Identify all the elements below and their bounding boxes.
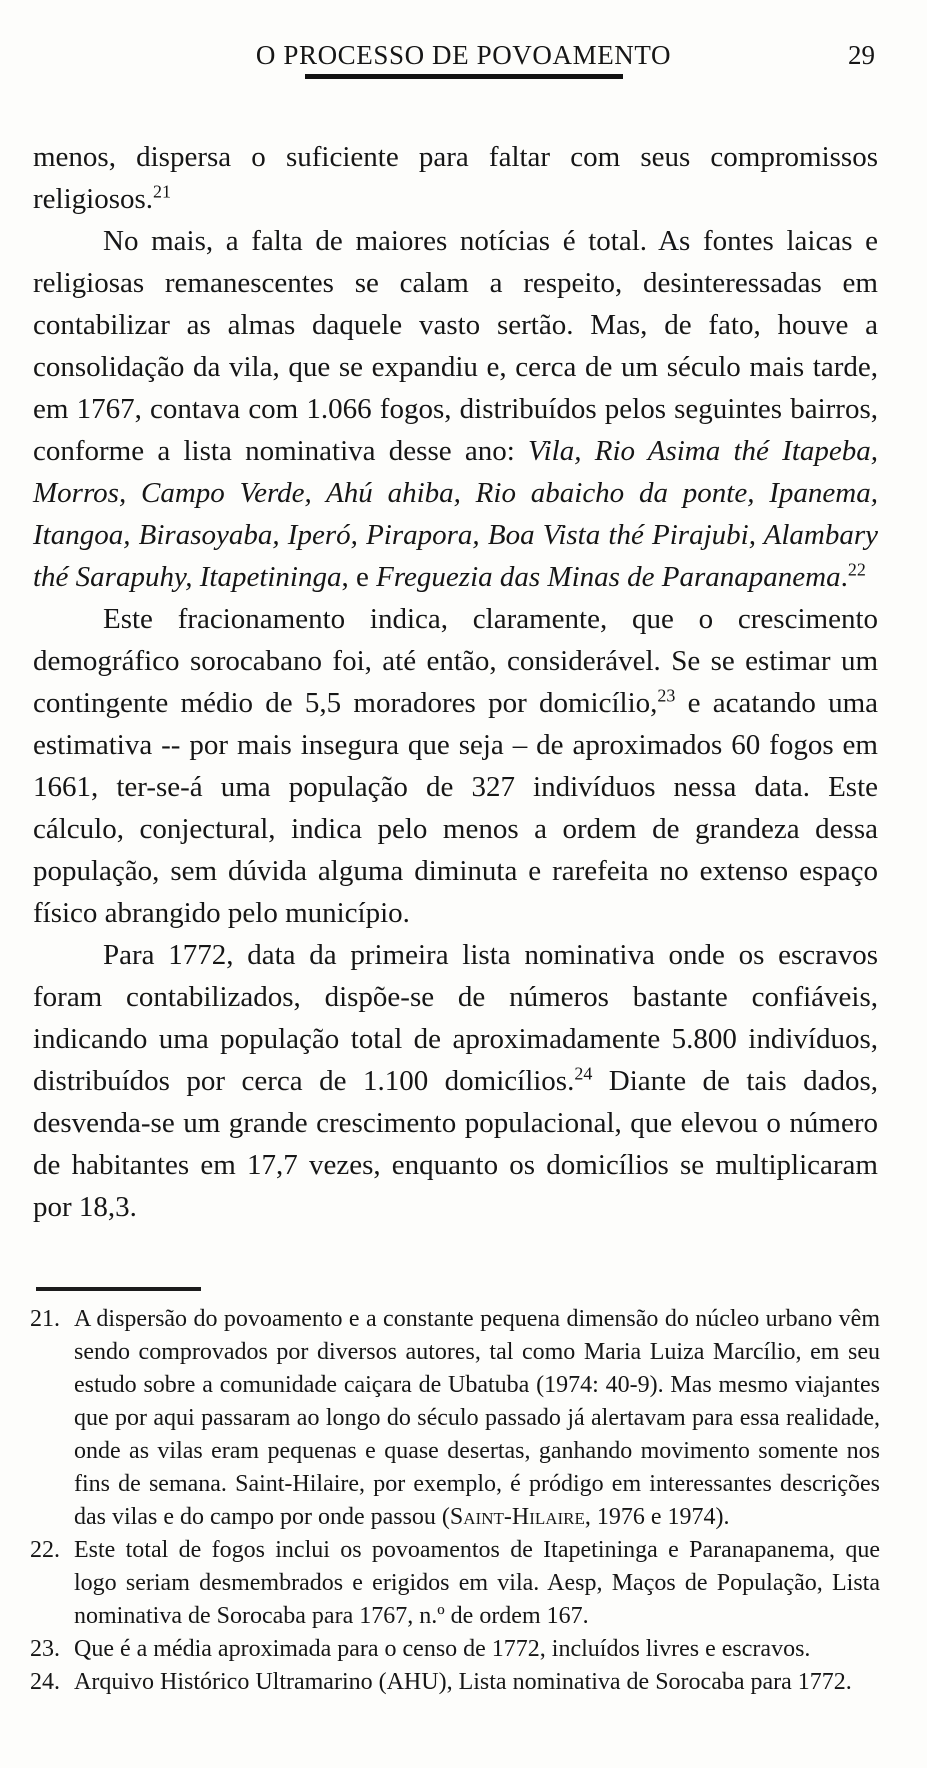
text-run: No mais, a falta de maiores notícias é total. As fontes laicas e religiosas remanescentes se calam a respeito, desinteressadas em contabilizar as almas daquele vasto sertão. Mas, de fato, houve a consolidação da vila, que se expandiu e, cerca de um século mais tarde, em 1767, contava com 1.066 fogos, distribuídos pelos seguintes bairros, conforme a lista nominativa desse ano: xyxy=(33,225,878,467)
text-run: menos, dispersa o suficiente para faltar com seus compromissos religiosos. xyxy=(33,141,878,215)
text-run: Para 1772, data da primeira lista nominativa onde os escravos foram contabilizados, dispõe-se de números bastante confiáveis, indicando uma população total de aproximadamente 5.800 indivíduos, distribuídos por cerca de 1.100 domicílios. xyxy=(33,939,878,1097)
paragraph xyxy=(33,934,878,1228)
footnote-number: 24. xyxy=(30,1669,60,1695)
footnote-separator xyxy=(36,1287,201,1291)
title-underline xyxy=(305,74,623,79)
text-run: Saint-Hilaire xyxy=(449,1504,585,1530)
text-run: Diante de tais dados, desvenda-se um grande crescimento populacional, que elevou o número de habitantes em 17,7 vezes, enquanto os domicílios se multiplicaram por 18,3. xyxy=(33,1065,878,1223)
text-run: Este total de fogos inclui os povoamentos de Itapetininga e Paranapanema, que logo seriam desmembrados e erigidos em vila. Aesp, Maços de População, Lista nominativa de Sorocaba para 1767, n.º de ordem 167. xyxy=(74,1537,880,1629)
footnote-reference: 23 xyxy=(657,685,676,706)
footnote-reference: 21 xyxy=(153,181,171,202)
footnote-reference: 22 xyxy=(847,559,866,580)
text-run: Vila, Rio Asima thé Itapeba, Morros, Campo Verde, Ahú ahiba, Rio abaicho da ponte, Ipanema, Itangoa, Birasoyaba, Iperó, Pirapora, Boa Vista thé Pirajubi, Alambary thé Sarapuhy, Itapetininga xyxy=(33,435,878,593)
text-run: A dispersão do povoamento e a constante pequena dimensão do núcleo urbano vêm sendo comprovados por diversos autores, tal como Maria Luiza Marcílio, em seu estudo sobre a comunidade caiçara de Ubatuba (1974: 40-9). Mas mesmo viajantes que por aqui passaram ao longo do século passado já alertavam para essa realidade, onde as vilas eram pequenas e quase desertas, ganhando movimento somente nos fins de semana. Saint-Hilaire, por exemplo, é pródigo em interessantes descrições das vilas e do campo por onde passou ( xyxy=(74,1306,880,1530)
text-run: Freguezia das Minas de Paranapanema xyxy=(376,561,841,593)
footnote-number: 22. xyxy=(30,1537,60,1563)
footnote-reference: 24 xyxy=(574,1063,593,1084)
footnote xyxy=(30,1633,880,1666)
footnote-number: 23. xyxy=(30,1636,60,1662)
text-run: Este fracionamento indica, claramente, que o crescimento demográfico sorocabano foi, até então, considerável. Se se estimar um contingente médio de 5,5 moradores por domicílio, xyxy=(33,603,878,719)
paragraph xyxy=(33,598,878,934)
paragraph xyxy=(33,220,878,598)
footnote xyxy=(30,1534,880,1633)
chapter-title: O PROCESSO DE POVOAMENTO xyxy=(255,40,672,70)
footnote xyxy=(30,1303,880,1534)
page-number: 29 xyxy=(848,40,875,70)
text-run: Que é a média aproximada para o censo de 1772, incluídos livres e escravos. xyxy=(74,1636,811,1662)
footnote-number: 21. xyxy=(30,1306,60,1332)
paragraph xyxy=(33,136,878,220)
text-run: . xyxy=(840,561,848,593)
footnote xyxy=(30,1666,880,1699)
text-run: , e xyxy=(341,561,377,593)
body-text xyxy=(33,136,878,1228)
running-header xyxy=(0,40,927,79)
text-run: Arquivo Histórico Ultramarino (AHU), Lista nominativa de Sorocaba para 1772. xyxy=(74,1669,852,1695)
text-run: e acatando uma estimativa -- por mais insegura que seja – de aproximados 60 fogos em 1661, ter-se-á uma população de 327 indivíduos nessa data. Este cálculo, conjectural, indica pelo menos a ordem de grandeza dessa população, sem dúvida alguma diminuta e rarefeita no extenso espaço físico abrangido pelo município. xyxy=(33,687,879,929)
footnotes xyxy=(30,1303,880,1699)
text-run: , 1976 e 1974). xyxy=(584,1504,730,1530)
